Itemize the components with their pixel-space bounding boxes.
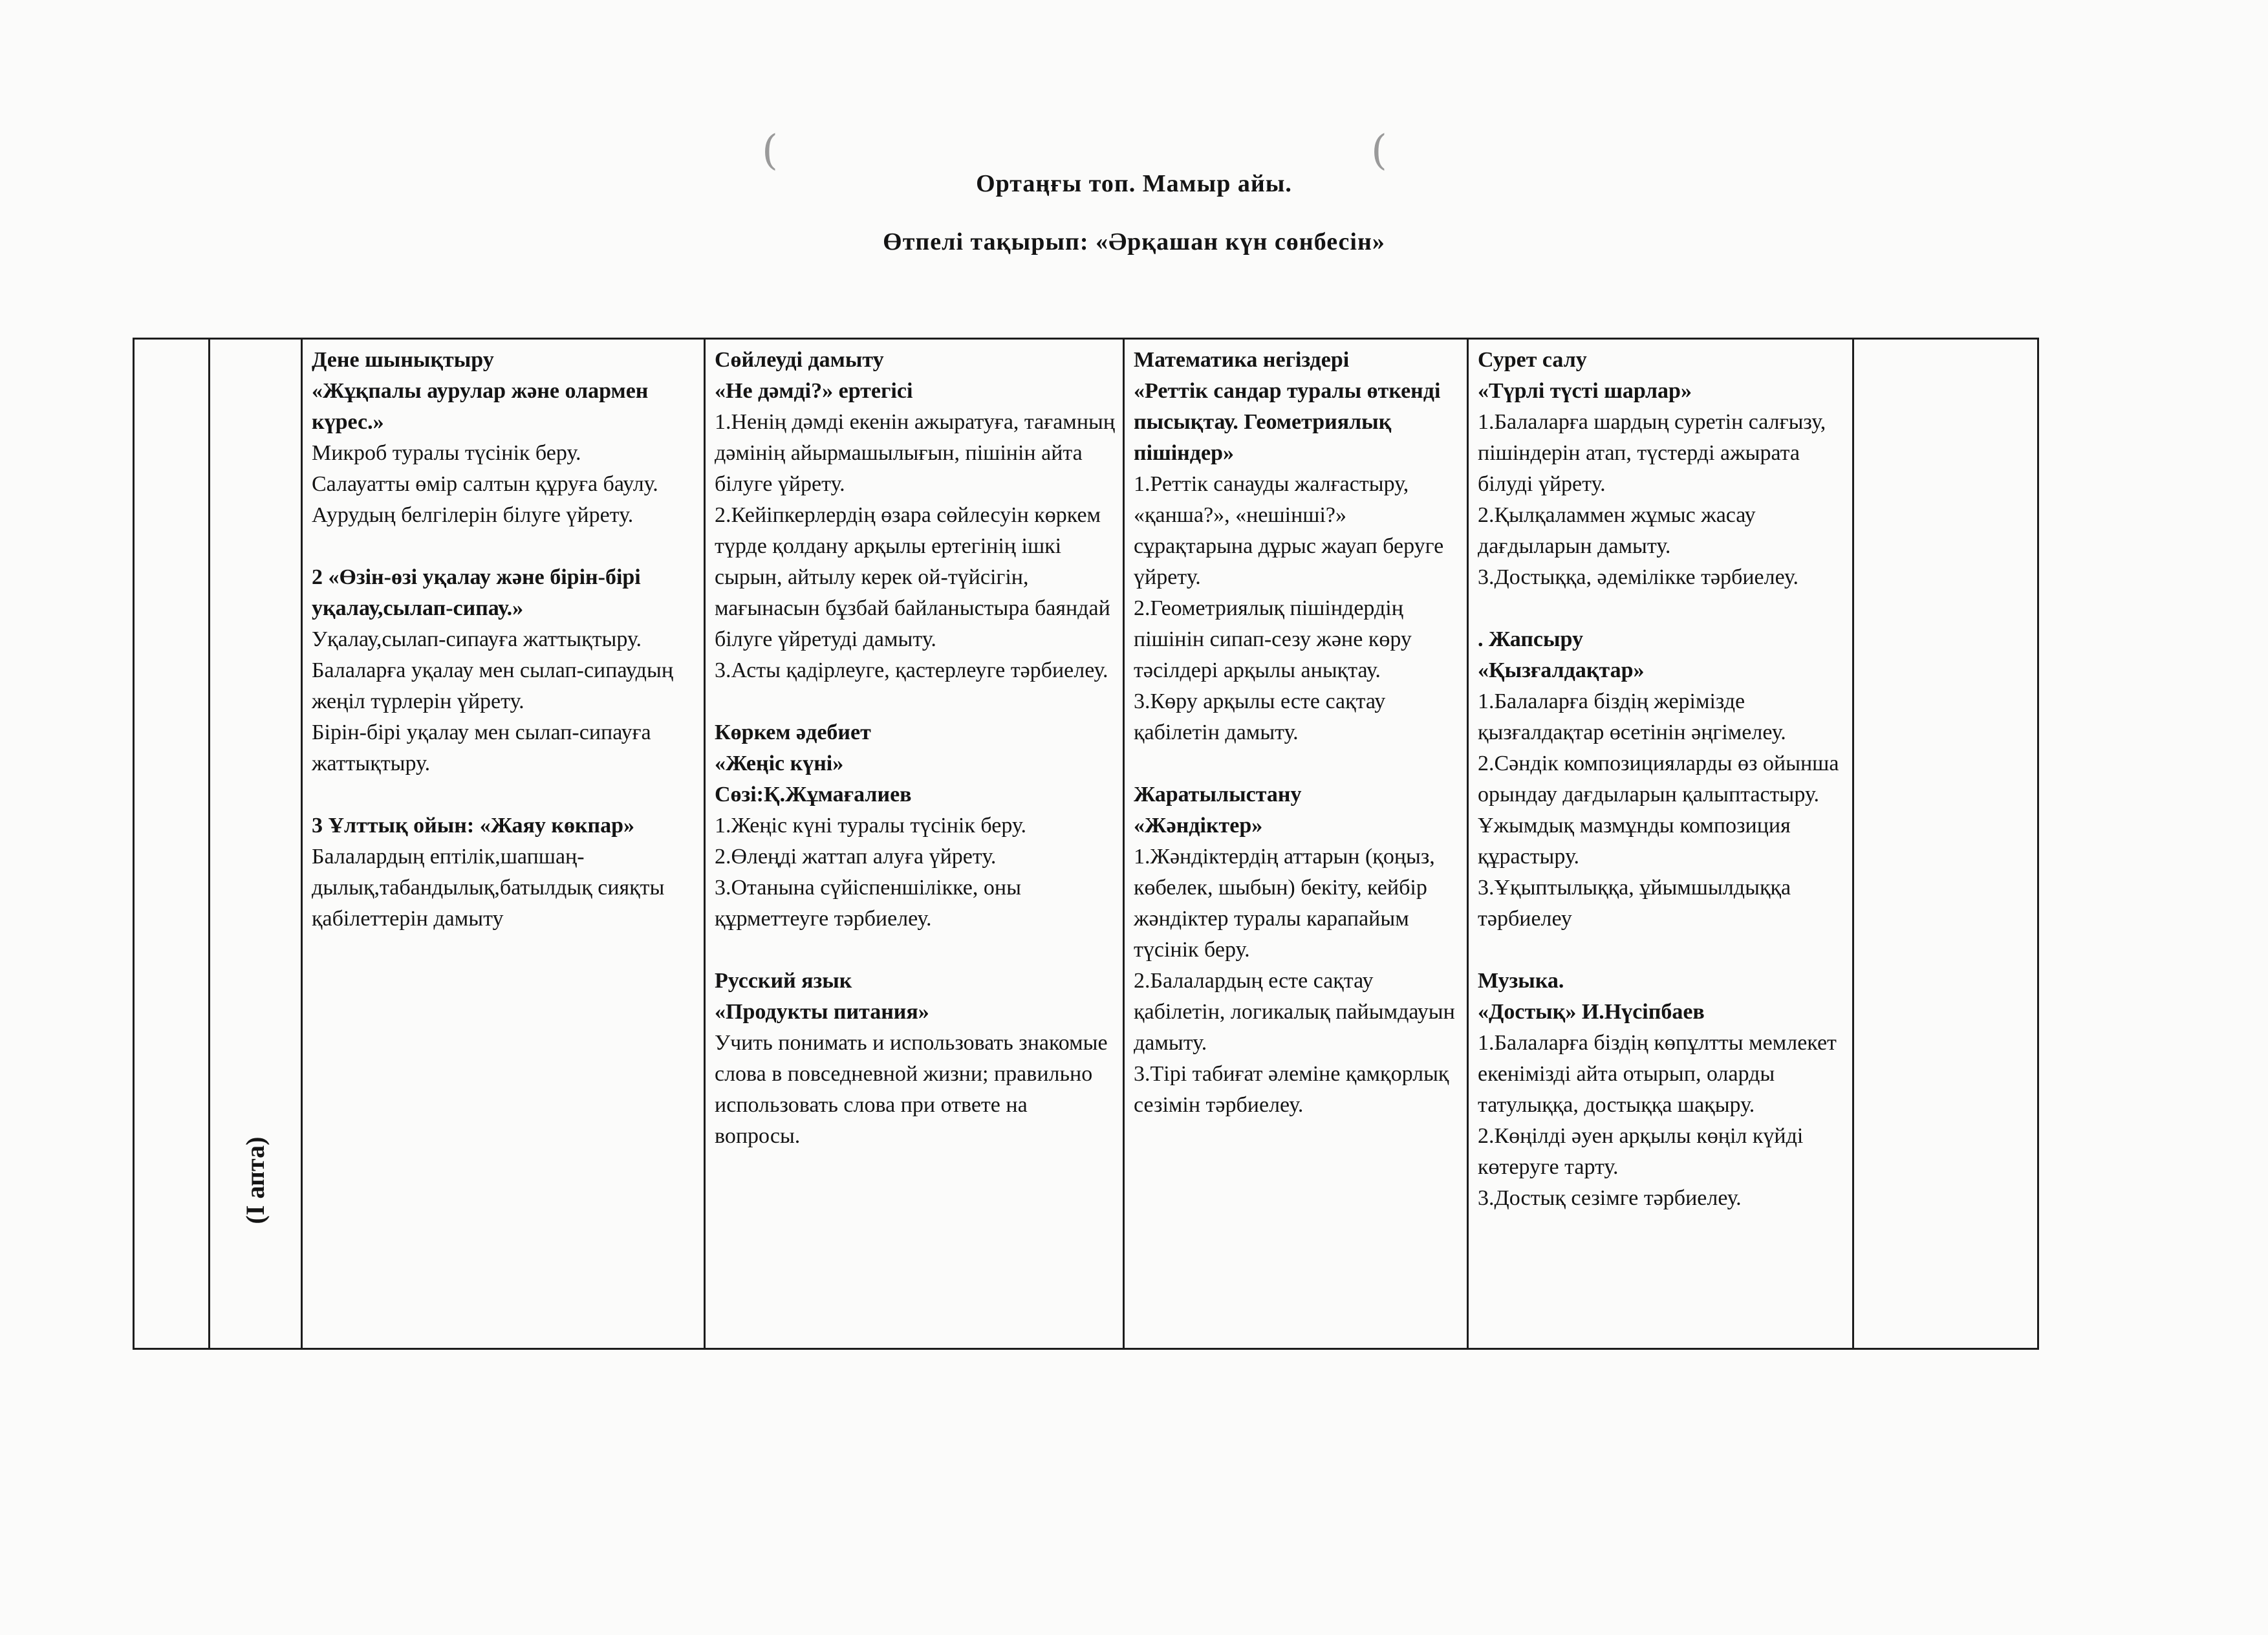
lesson-text: 3.Көру арқылы есте сақтау қабілетін дамыту.: [1134, 689, 1386, 744]
lesson-heading: Көркем әдебиет: [715, 720, 871, 744]
lesson-block: [1134, 779, 1460, 1121]
scan-mark-left: (: [762, 127, 778, 175]
lesson-heading: Дене шынықтыру: [312, 348, 494, 372]
lesson-block: [312, 345, 697, 531]
lesson-heading: Жаратылыстану: [1134, 783, 1302, 807]
lesson-text: 2.Кейіпкерлердің өзара сөйлесуін көркем түрде қолдану арқылы ертегінің ішкі сырын, айтылу керек ой-түйсігін, мағынасын бұзбай байланыстыра баяндай білуге үйретуді дамыту.: [715, 503, 1110, 651]
lesson-text: Салауатты өмір салтын құруға баулу.: [312, 472, 658, 496]
lesson-block: [715, 345, 1116, 686]
lesson-text: Бірін-бірі уқалау мен сылап-сипауға жаттықтыру.: [312, 720, 651, 775]
lesson-text: 1.Балаларға біздің көпұлтты мемлекет екенімізді айта отырып, оларды татулыққа, достыққа шақыру.: [1478, 1031, 1837, 1117]
lesson-heading: Музыка.: [1478, 969, 1564, 993]
lesson-text: 2.Сәндік композицияларды өз ойынша орындау дағдыларын қалыптастыру. Ұжымдық мазмұнды композиция құрастыру.: [1478, 752, 1839, 869]
lesson-text: Аурудың белгілерін білуге үйрету.: [312, 503, 634, 527]
lesson-text: 2.Геометриялық пішіндердің пішінін сипап-сезу және көру тәсілдері арқылы анықтау.: [1134, 596, 1412, 682]
lesson-heading: «Жеңіс күні»: [715, 752, 844, 775]
lesson-text: 1.Балаларға біздің жерімізде қызғалдақтар өсетінін әңгімелеу.: [1478, 689, 1786, 744]
lesson-heading: Сурет салу: [1478, 348, 1587, 372]
lesson-block: [715, 717, 1116, 935]
lesson-block: [1478, 345, 1846, 593]
lesson-text: 1.Ненің дәмді екенін ажыратуға, тағамның дәмінің айырмашылығын, пішінін айта білуге үйрету.: [715, 410, 1116, 496]
lesson-text: 1.Жеңіс күні туралы түсінік беру.: [715, 814, 1026, 838]
lesson-text: Микроб туралы түсінік беру.: [312, 441, 581, 465]
lesson-heading: 3 Ұлттық ойын: «Жаяу көкпар»: [312, 814, 635, 838]
lesson-heading: 2 «Өзін-өзі уқалау және бірін-бірі уқалау,сылап-сипау.»: [312, 565, 641, 620]
lesson-text: 1.Балаларға шардың суретін салғызу, пішіндерін атап, түстерді ажырата білуді үйрету.: [1478, 410, 1826, 496]
lesson-block: [1478, 966, 1846, 1214]
lesson-heading: «Не дәмді?» ертегісі: [715, 379, 913, 403]
lesson-text: 2.Өлеңді жаттап алуға үйрету.: [715, 845, 997, 869]
lesson-text: Учить понимать и использовать знакомые слова в повседневной жизни; правильно использовать слова при ответе на вопросы.: [715, 1031, 1108, 1148]
week-label: (I апта): [241, 1136, 270, 1224]
lesson-block: [1478, 624, 1846, 935]
column-mathematics: [1124, 339, 1468, 1349]
lesson-block: [312, 810, 697, 935]
lesson-text: 3.Достыққа, әдемілікке тәрбиелеу.: [1478, 565, 1798, 589]
lesson-text: 3.Отанына сүйіспеншілікке, оны құрметтеуге тәрбиелеу.: [715, 876, 1021, 931]
lesson-text: Уқалау,сылап-сипауға жаттықтыру.: [312, 627, 642, 651]
lesson-heading: Русский язык: [715, 969, 852, 993]
page-title: Ортаңғы топ. Мамыр айы.: [976, 170, 1292, 197]
lesson-heading: «Түрлі түсті шарлар»: [1478, 379, 1692, 403]
lesson-text: 2.Қылқаламмен жұмыс жасау дағдыларын дамыту.: [1478, 503, 1756, 558]
page-subtitle: Өтпелі тақырып: «Әрқашан күн сөнбесін»: [883, 228, 1385, 255]
lesson-heading: «Жұқпалы аурулар және олармен күрес.»: [312, 379, 649, 434]
week-cell: [210, 339, 302, 1349]
lesson-heading: Сөзі:Қ.Жұмағалиев: [715, 783, 912, 807]
lesson-heading: «Достық» И.Нүсіпбаев: [1478, 1000, 1705, 1024]
lesson-text: 2.Балалардың есте сақтау қабілетін, логикалық пайымдауын дамыту.: [1134, 969, 1455, 1055]
lesson-text: 3.Тірі табиғат әлеміне қамқорлық сезімін тәрбиелеу.: [1134, 1062, 1449, 1117]
lesson-heading: . Жапсыру: [1478, 627, 1584, 651]
scan-mark-right: (: [1371, 127, 1387, 175]
lesson-heading: Сөйлеуді дамыту: [715, 348, 884, 372]
lesson-heading: «Продукты питания»: [715, 1000, 929, 1024]
column-speech-development: [705, 339, 1124, 1349]
lesson-text: 3.Достық сезімге тәрбиелеу.: [1478, 1186, 1742, 1210]
lesson-heading: «Жәндіктер»: [1134, 814, 1263, 838]
blank-cell: [134, 339, 210, 1349]
lesson-text: Балалардың ептілік,шапшаң-дылық,табандылық,батылдық сияқты қабілеттерін дамыту: [312, 845, 665, 931]
lesson-heading: «Қызғалдақтар»: [1478, 658, 1645, 682]
lesson-block: [715, 966, 1116, 1152]
week-row: [134, 339, 2038, 1349]
lesson-text: 2.Көңілді әуен арқылы көңіл күйді көтеруге тарту.: [1478, 1124, 1804, 1179]
lesson-block: [1134, 345, 1460, 748]
lesson-text: 1.Реттік санауды жалғастыру, «қанша?», «нешінші?» сұрақтарына дұрыс жауап беруге үйрету.: [1134, 472, 1444, 589]
column-physical-education: [302, 339, 705, 1349]
weekly-plan-table: [133, 338, 2039, 1350]
lesson-text: 1.Жәндіктердің аттарын (қоңыз, көбелек, шыбын) бекіту, кейбір жәндіктер туралы карапайым түсінік беру.: [1134, 845, 1435, 962]
lesson-block: [312, 562, 697, 779]
lesson-text: 3.Ұқыптылыққа, ұйымшылдыққа тәрбиелеу: [1478, 876, 1791, 931]
lesson-text: 3.Асты қадірлеуге, қастерлеуге тәрбиелеу.: [715, 658, 1108, 682]
lesson-heading: «Реттік сандар туралы өткенді пысықтау. Геометриялық пішіндер»: [1134, 379, 1441, 465]
lesson-heading: Математика негіздері: [1134, 348, 1350, 372]
blank-cell-notes: [1853, 339, 2038, 1349]
column-drawing: [1468, 339, 1853, 1349]
lesson-text: Балаларға уқалау мен сылап-сипаудың жеңіл түрлерін үйрету.: [312, 658, 674, 713]
